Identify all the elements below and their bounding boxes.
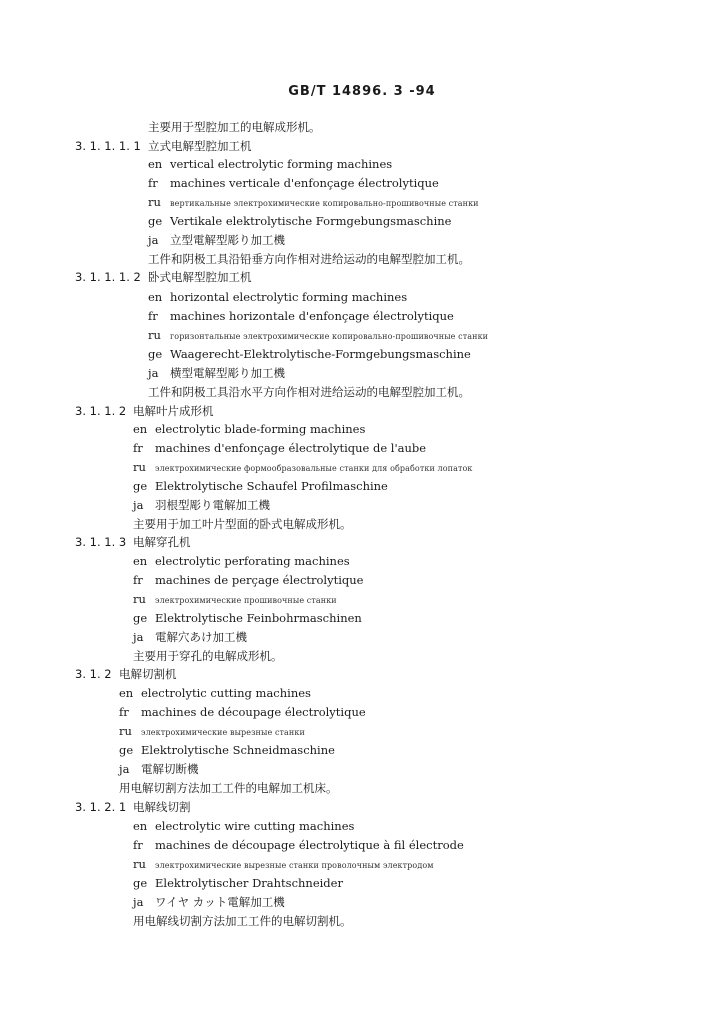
term-ge [133, 479, 388, 493]
section-note: 工件和阴极工具沿铅垂方向作相对进给运动的电解型腔加工机。 [148, 252, 470, 266]
section-number: 3. 1. 1. 1. 1 [75, 139, 141, 153]
term-text: machines horizontale d'enfonçage électrolytique [170, 309, 454, 323]
lang-code: en [133, 819, 148, 833]
term-ru [148, 195, 479, 211]
term-text: ワイヤ カット電解加工機 [155, 895, 285, 909]
lang-code: en [148, 290, 163, 304]
lang-code: ge [133, 611, 148, 625]
lang-code: en [119, 686, 134, 700]
standard-header: GB/T 14896. 3 -94 [288, 84, 436, 99]
term-text: electrolytic cutting machines [141, 686, 311, 700]
lang-code: fr [133, 441, 143, 455]
term-text: electrolytic perforating machines [155, 554, 350, 568]
lang-code: en [133, 554, 148, 568]
section-title: 电解穿孔机 [133, 535, 191, 549]
section-note: 用电解线切割方法加工工件的电解切割机。 [133, 914, 352, 928]
term-text: 電解切断機 [141, 762, 199, 776]
section-title: 电解叶片成形机 [133, 404, 214, 418]
term-text: вертикальные электрохимические копировально-прошивочные станки [170, 199, 479, 208]
lang-code: fr [119, 705, 129, 719]
term-ru [148, 328, 488, 344]
lang-code: fr [148, 176, 158, 190]
term-en [148, 290, 407, 304]
section-title: 电解线切割 [133, 800, 191, 814]
lang-code: ru [119, 724, 132, 738]
lang-code: en [133, 422, 148, 436]
lang-code: ja [133, 498, 144, 512]
term-text: 横型電解型彫り加工機 [170, 366, 285, 380]
term-en [133, 554, 350, 568]
term-text: machines de découpage électrolytique à fil électrode [155, 838, 464, 852]
term-ge [148, 347, 471, 361]
lang-code: ru [148, 195, 161, 209]
term-text: 羽根型彫り電解加工機 [155, 498, 270, 512]
section-note: 主要用于穿孔的电解成形机。 [133, 649, 283, 663]
term-text: machines verticale d'enfonçage électrolytique [170, 176, 439, 190]
section-title: 电解切割机 [119, 667, 177, 681]
term-text: Vertikale elektrolytische Formgebungsmaschine [170, 214, 452, 228]
term-text: 電解穴あけ加工機 [155, 630, 247, 644]
term-text: электрохимические вырезные станки проволочным электродом [155, 861, 434, 870]
term-en [133, 819, 354, 833]
term-text: electrolytic wire cutting machines [155, 819, 355, 833]
term-text: горизонтальные электрохимические копировально-прошивочные станки [170, 332, 489, 341]
term-text: machines de perçage électrolytique [155, 573, 364, 587]
lang-code: en [148, 157, 163, 171]
section-note: 工件和阴极工具沿水平方向作相对进给运动的电解型腔加工机。 [148, 385, 470, 399]
section-number: 3. 1. 1. 3 [75, 535, 127, 549]
section-note: 用电解切割方法加工工件的电解加工机床。 [119, 781, 338, 795]
term-fr [133, 573, 363, 587]
term-ru [119, 724, 305, 740]
lang-code: fr [133, 838, 143, 852]
lang-code: ru [133, 857, 146, 871]
lang-code: fr [148, 309, 158, 323]
term-text: electrolytic blade-forming machines [155, 422, 366, 436]
section-number: 3. 1. 2 [75, 667, 112, 681]
lang-code: fr [133, 573, 143, 587]
term-text: machines d'enfonçage électrolytique de l'aube [155, 441, 427, 455]
term-text: machines de découpage électrolytique [141, 705, 366, 719]
term-text: электрохимические прошивочные станки [155, 596, 337, 605]
term-ru [133, 857, 434, 873]
term-fr [148, 309, 454, 323]
term-ja [133, 895, 285, 909]
lang-code: ja [133, 895, 144, 909]
term-text: Elektrolytische Schneidmaschine [141, 743, 335, 757]
lang-code: ge [148, 347, 163, 361]
lang-code: ru [133, 592, 146, 606]
lang-code: ge [148, 214, 163, 228]
term-fr [133, 441, 426, 455]
term-text: 立型電解型彫り加工機 [170, 233, 285, 247]
term-ge [133, 611, 362, 625]
term-en [133, 422, 365, 436]
term-text: Elektrolytische Feinbohrmaschinen [155, 611, 362, 625]
term-en [119, 686, 311, 700]
term-ge [119, 743, 335, 757]
term-ru [133, 460, 472, 476]
term-ja [133, 498, 270, 512]
lang-code: ja [148, 233, 159, 247]
lang-code: ge [133, 479, 148, 493]
term-text: электрохимические формообразовальные станки для обработки лопаток [155, 464, 473, 473]
term-text: электрохимические вырезные станки [141, 728, 305, 737]
term-en [148, 157, 392, 171]
lang-code: ge [133, 876, 148, 890]
lang-code: ru [133, 460, 146, 474]
term-text: vertical electrolytic forming machines [170, 157, 393, 171]
term-ge [133, 876, 343, 890]
section-title: 卧式电解型腔加工机 [148, 270, 252, 284]
term-ge [148, 214, 451, 228]
lang-code: ja [148, 366, 159, 380]
term-fr [148, 176, 439, 190]
lang-code: ge [119, 743, 134, 757]
term-ja [119, 762, 199, 776]
term-fr [119, 705, 366, 719]
intro-note: 主要用于型腔加工的电解成形机。 [148, 120, 321, 134]
term-ja [148, 366, 285, 380]
section-number: 3. 1. 2. 1 [75, 800, 127, 814]
term-text: horizontal electrolytic forming machines [170, 290, 408, 304]
lang-code: ru [148, 328, 161, 342]
section-number: 3. 1. 1. 1. 2 [75, 270, 141, 284]
lang-code: ja [133, 630, 144, 644]
term-ja [133, 630, 247, 644]
term-text: Elektrolytischer Drahtschneider [155, 876, 343, 890]
term-text: Elektrolytische Schaufel Profilmaschine [155, 479, 388, 493]
term-ja [148, 233, 285, 247]
section-note: 主要用于加工叶片型面的卧式电解成形机。 [133, 517, 352, 531]
term-text: Waagerecht-Elektrolytische-Formgebungsmaschine [170, 347, 471, 361]
term-fr [133, 838, 464, 852]
lang-code: ja [119, 762, 130, 776]
term-ru [133, 592, 337, 608]
section-number: 3. 1. 1. 2 [75, 404, 127, 418]
section-title: 立式电解型腔加工机 [148, 139, 252, 153]
